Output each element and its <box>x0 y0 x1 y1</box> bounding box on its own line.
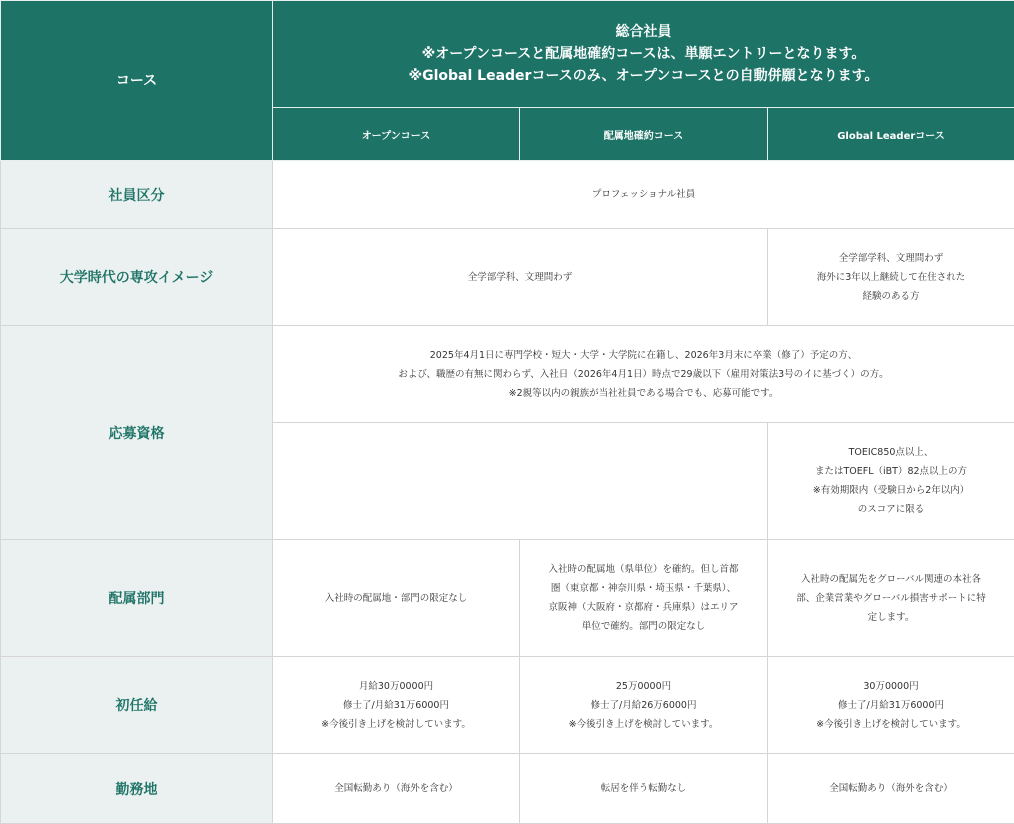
header-note-line: ※オープンコースと配属地確約コースは、単願エントリーとなります。 <box>281 43 1006 65</box>
location-local: 転居を伴う転勤なし <box>520 754 768 824</box>
row-qualification <box>1 326 1014 423</box>
salary-global-line: ※今後引き上げを検討しています。 <box>776 715 1006 734</box>
salary-open-line: 修士了/月給31万6000円 <box>281 696 511 715</box>
column-header-local: 配属地確約コース <box>520 108 768 161</box>
row-label-salary: 初任給 <box>1 657 273 754</box>
major-global <box>768 229 1014 326</box>
row-salary <box>1 657 1014 754</box>
major-global-line: 全学部学科、文理問わず <box>776 249 1006 268</box>
row-label-employee-type: 社員区分 <box>1 161 273 229</box>
department-global-line: 入社時の配属先をグローバル関連の本社各 <box>776 570 1006 589</box>
location-global: 全国転勤あり（海外を含む） <box>768 754 1014 824</box>
qualification-global-line: ※有効期限内（受験日から2年以内） <box>776 481 1006 500</box>
qualification-common-line: および、職歴の有無に関わらず、入社日（2026年4月1日）時点で29歳以下（雇用対策法3号のイに基づく）の方。 <box>281 365 1006 384</box>
department-local <box>520 540 768 657</box>
row-label-location: 勤務地 <box>1 754 273 824</box>
salary-global-line: 修士了/月給31万6000円 <box>776 696 1006 715</box>
row-label-qualification: 応募資格 <box>1 326 273 540</box>
header-title <box>273 1 1014 108</box>
header-title-line: 総合社員 <box>281 21 1006 43</box>
employee-type-value: プロフェッショナル社員 <box>273 161 1014 229</box>
salary-global <box>768 657 1014 754</box>
row-location <box>1 754 1014 824</box>
major-open-local: 全学部学科、文理問わず <box>273 229 768 326</box>
salary-local <box>520 657 768 754</box>
salary-global-line: 30万0000円 <box>776 677 1006 696</box>
location-open: 全国転勤あり（海外を含む） <box>273 754 520 824</box>
salary-local-line: 修士了/月給26万6000円 <box>528 696 759 715</box>
department-global-line: 定します。 <box>776 608 1006 627</box>
department-local-line: 入社時の配属地（県単位）を確約。但し首都 <box>528 560 759 579</box>
column-header-global: Global Leaderコース <box>768 108 1014 161</box>
qualification-common <box>273 326 1014 423</box>
salary-local-line: 25万0000円 <box>528 677 759 696</box>
qualification-global-line: またはTOEFL（iBT）82点以上の方 <box>776 462 1006 481</box>
header-row <box>1 1 1014 108</box>
salary-open-line: 月給30万0000円 <box>281 677 511 696</box>
department-open: 入社時の配属地・部門の限定なし <box>273 540 520 657</box>
department-local-line: 京阪神（大阪府・京都府・兵庫県）はエリア <box>528 598 759 617</box>
salary-open-line: ※今後引き上げを検討しています。 <box>281 715 511 734</box>
column-header-open: オープンコース <box>273 108 520 161</box>
qualification-common-line: ※2親等以内の親族が当社社員である場合でも、応募可能です。 <box>281 384 1006 403</box>
department-global-line: 部、企業営業やグローバル損害サポートに特 <box>776 589 1006 608</box>
row-department <box>1 540 1014 657</box>
row-major <box>1 229 1014 326</box>
qualification-common-line: 2025年4月1日に専門学校・短大・大学・大学院に在籍し、2026年3月末に卒業（修了）予定の方、 <box>281 346 1006 365</box>
qualification-extra-empty <box>273 423 768 540</box>
department-global <box>768 540 1014 657</box>
row-label-major: 大学時代の専攻イメージ <box>1 229 273 326</box>
qualification-global-extra <box>768 423 1014 540</box>
row-label-department: 配属部門 <box>1 540 273 657</box>
salary-open <box>273 657 520 754</box>
major-global-line: 経験のある方 <box>776 287 1006 306</box>
row-employee-type <box>1 161 1014 229</box>
qualification-global-line: のスコアに限る <box>776 500 1006 519</box>
header-note-line: ※Global Leaderコースのみ、オープンコースとの自動併願となります。 <box>281 65 1006 87</box>
course-header-label: コース <box>1 1 273 161</box>
qualification-global-line: TOEIC850点以上、 <box>776 443 1006 462</box>
department-local-line: 単位で確約。部門の限定なし <box>528 617 759 636</box>
department-local-line: 圏（東京都・神奈川県・埼玉県・千葉県）、 <box>528 579 759 598</box>
major-global-line: 海外に3年以上継続して在住された <box>776 268 1006 287</box>
salary-local-line: ※今後引き上げを検討しています。 <box>528 715 759 734</box>
